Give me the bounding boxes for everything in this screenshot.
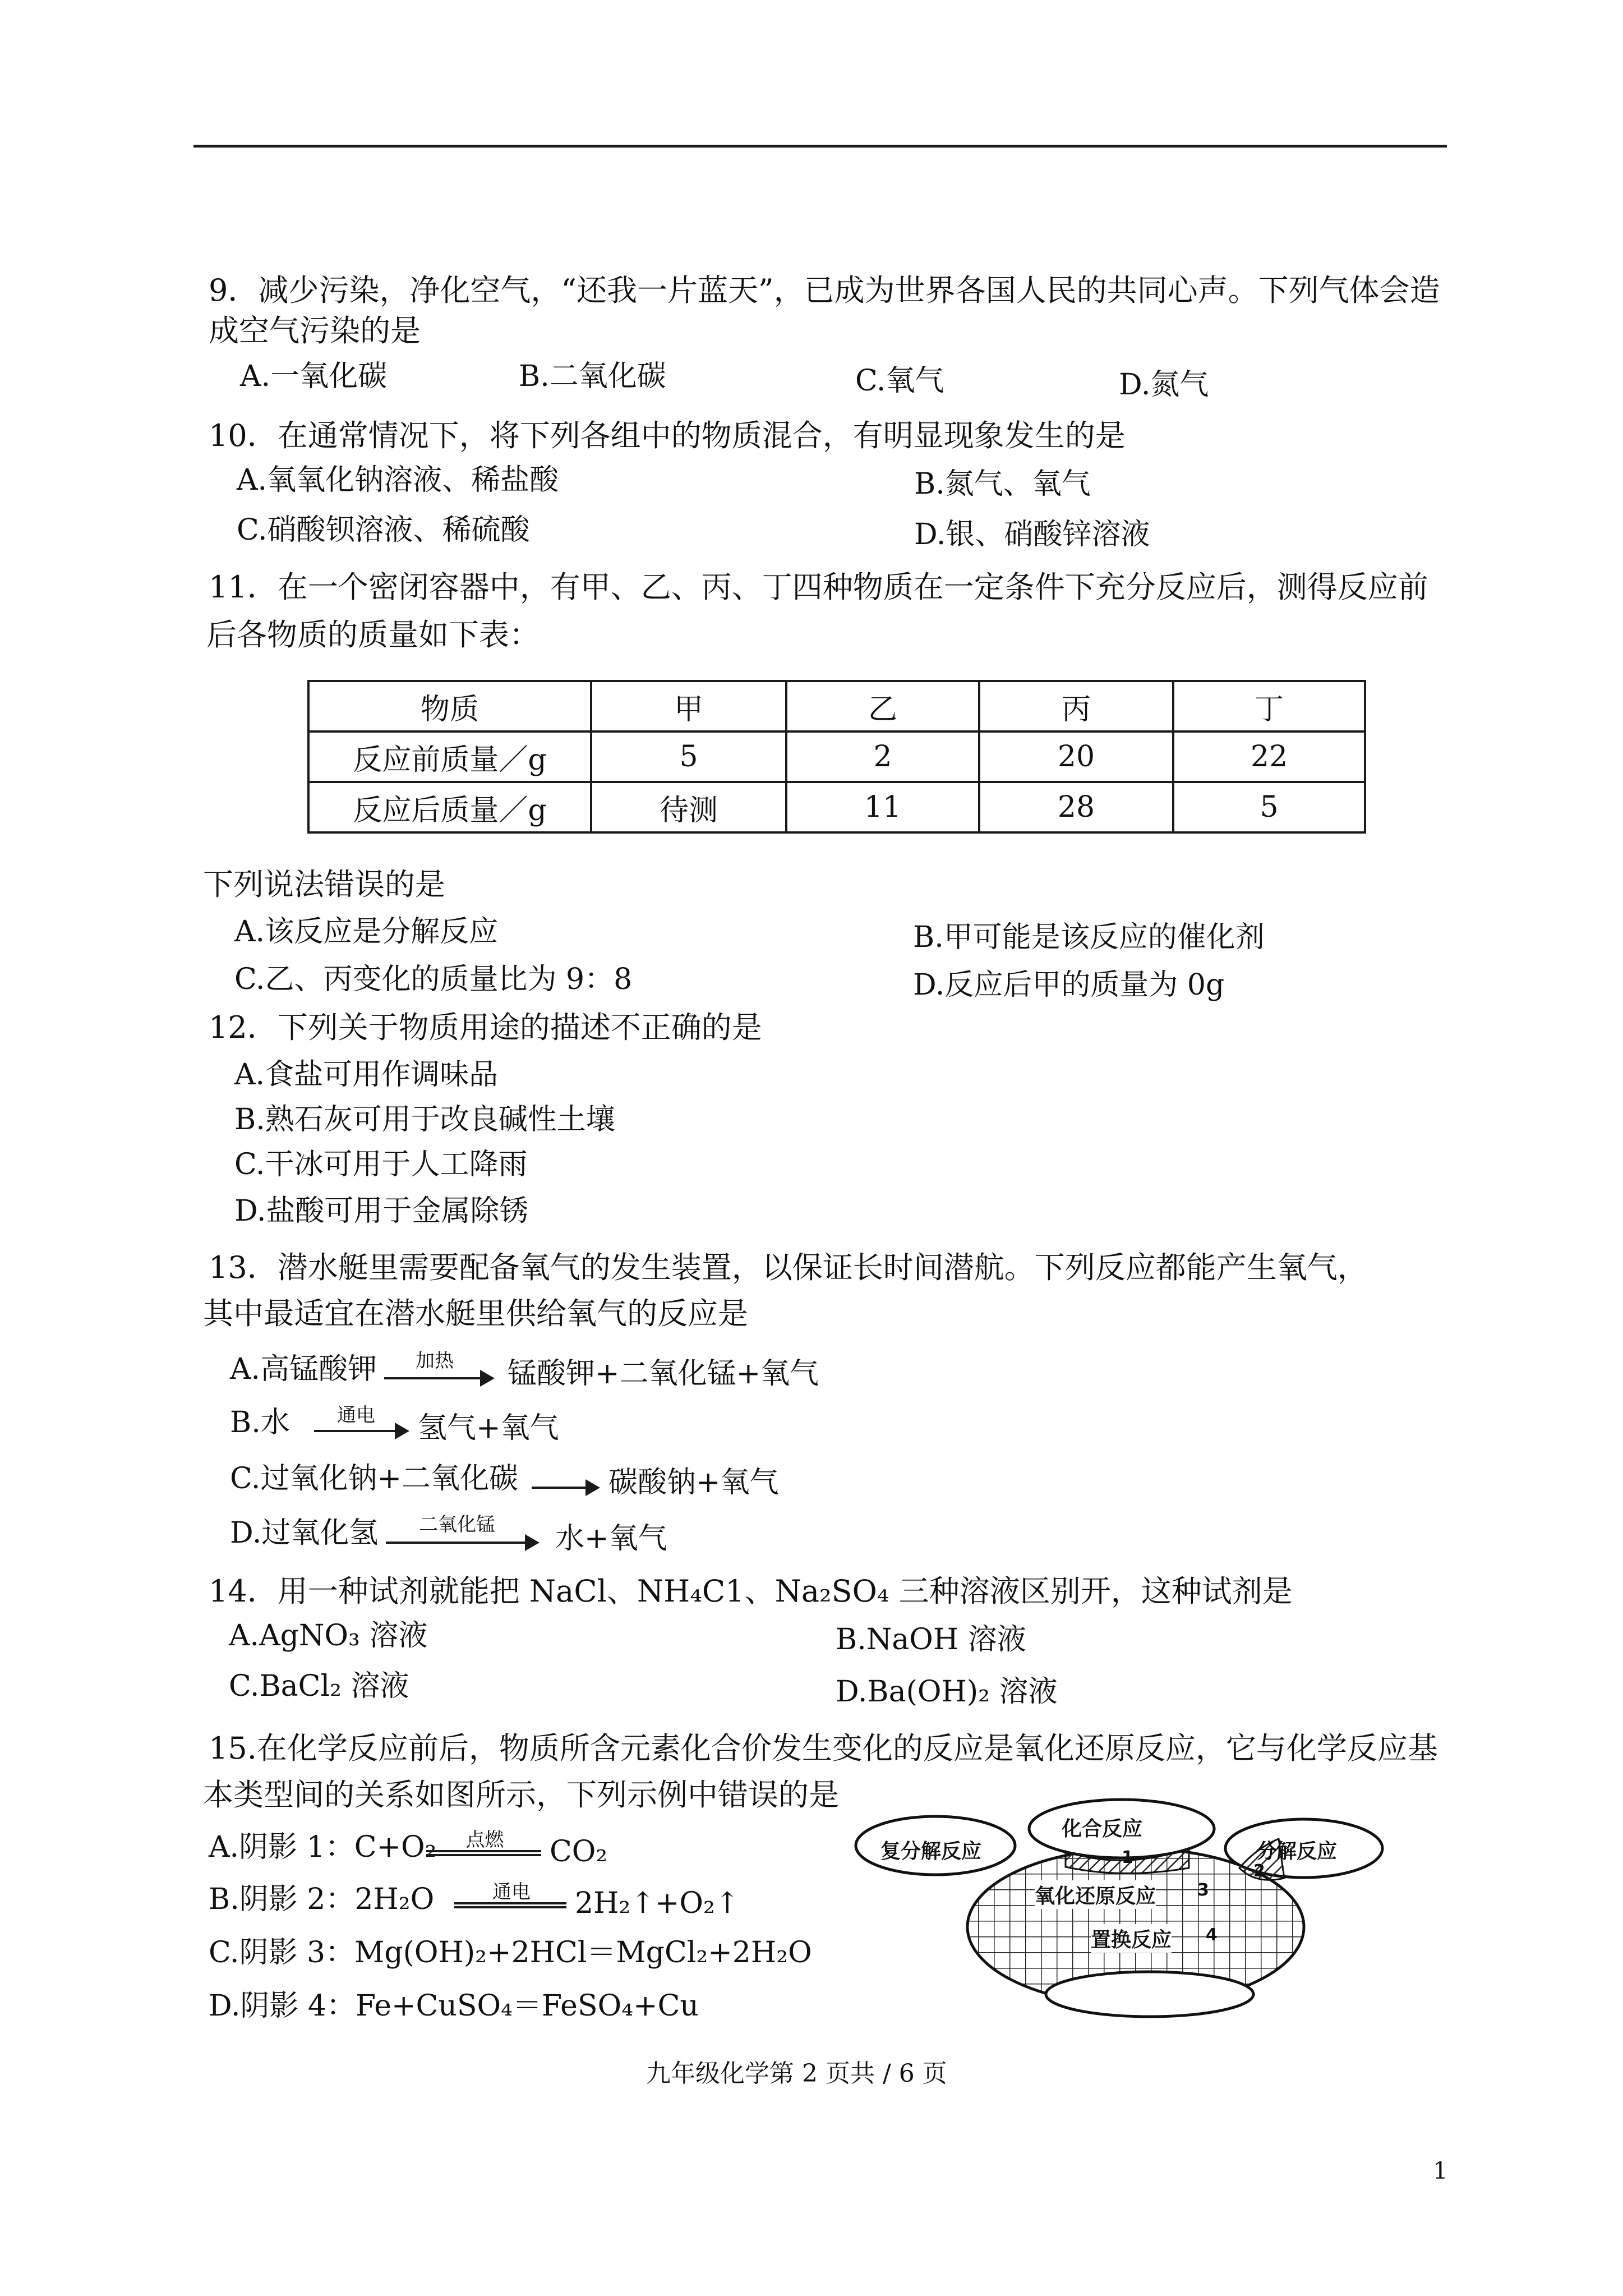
q14-option-a: A.AgNO₃ 溶液	[229, 1619, 428, 1653]
q10-line1: 10．在通常情况下，将下列各组中的物质混合，有明显现象发生的是	[209, 418, 1126, 453]
reaction-arrow	[314, 1430, 397, 1432]
table-header-cell: 物质	[308, 681, 591, 731]
q12-option-c: C.干冰可用于人工降雨	[234, 1148, 528, 1181]
q13-option-b-left: B.水	[230, 1406, 290, 1439]
q15-option-b-left: B.阴影 2：2H₂O	[209, 1883, 435, 1916]
table-cell: 11	[786, 782, 979, 832]
q13-option-c-right: 碳酸钠+氧气	[608, 1466, 779, 1499]
diagram-number-2: 2	[1253, 1861, 1265, 1881]
q10-option-a: A.氧氧化钠溶液、稀盐酸	[237, 463, 559, 497]
table-cell: 5	[1173, 782, 1365, 832]
q13-option-a-right: 锰酸钾+二氧化锰+氧气	[508, 1357, 819, 1391]
q14-option-b: B.NaOH 溶液	[836, 1623, 1026, 1657]
q15-option-a-left: A.阴影 1：C+O₂	[209, 1830, 437, 1864]
q13-line1: 13．潜水艇里需要配备氧气的发生装置，以保证长时间潜航。下列反应都能产生氧气，	[209, 1250, 1368, 1285]
q11-option-b: B.甲可能是该反应的催化剂	[913, 921, 1265, 954]
q11-option-d: D.反应后甲的质量为 0g	[913, 968, 1225, 1002]
q11-option-a: A.该反应是分解反应	[234, 915, 499, 949]
q15-option-b-right: 2H₂↑+O₂↑	[575, 1887, 740, 1920]
table-header-row	[308, 681, 1365, 731]
q13-option-b-condition: 通电	[337, 1404, 375, 1427]
header-rule	[193, 145, 1447, 148]
q15-option-d: D.阴影 4：Fe+CuSO₄＝FeSO₄+Cu	[209, 1989, 699, 2023]
q15-option-b-condition: 通电	[492, 1881, 531, 1903]
q15-option-a-right: CO₂	[550, 1835, 608, 1869]
q10-option-b: B.氮气、氧气	[914, 467, 1091, 501]
table-cell: 22	[1173, 731, 1365, 782]
table-header-cell: 丙	[979, 681, 1173, 731]
table-header-cell: 乙	[786, 681, 979, 731]
mass-table	[307, 680, 1366, 834]
q13-option-d-condition: 二氧化锰	[419, 1513, 495, 1536]
diagram-number-4: 4	[1206, 1925, 1218, 1945]
table-cell: 反应后质量／g	[308, 782, 591, 832]
q15-option-c: C.阴影 3：Mg(OH)₂+2HCl＝MgCl₂+2H₂O	[209, 1936, 812, 1970]
equals-sign	[454, 1902, 566, 1908]
q13-option-a-left: A.高锰酸钾	[230, 1352, 377, 1386]
q14-line1: 14．用一种试剂就能把 NaCl、NH₄C1、Na₂SO₄ 三种溶液区别开，这种试剂是	[209, 1573, 1293, 1609]
diagram-number-3: 3	[1197, 1880, 1209, 1900]
diagram-label-redox: 氧化还原反应	[1035, 1880, 1156, 1909]
q11-prompt: 下列说法错误的是	[203, 867, 445, 902]
q12-line1: 12．下列关于物质用途的描述不正确的是	[209, 1010, 762, 1045]
q9-option-a: A.一氧化碳	[240, 360, 388, 393]
q15-line1: 15.在化学反应前后，物质所含元素化合价发生变化的反应是氧化还原反应，它与化学反应基	[209, 1731, 1438, 1766]
q13-option-c-left: C.过氧化钠+二氧化碳	[230, 1462, 519, 1496]
q14-option-c: C.BaCl₂ 溶液	[229, 1669, 409, 1703]
q13-option-d-right: 水+氧气	[555, 1522, 667, 1556]
q11-option-c: C.乙、丙变化的质量比为 9：8	[234, 963, 633, 996]
q12-option-d: D.盐酸可用于金属除锈	[234, 1194, 529, 1228]
reaction-arrow	[532, 1487, 588, 1489]
displacement-ellipse	[1046, 1972, 1253, 2017]
q15-option-a-condition: 点燃	[465, 1829, 504, 1851]
q12-option-b: B.熟石灰可用于改良碱性土壤	[234, 1103, 615, 1137]
table-cell: 5	[591, 731, 786, 782]
q13-line2: 其中最适宜在潜水艇里供给氧气的反应是	[203, 1296, 748, 1331]
q9-line1: 9．减少污染，净化空气，“还我一片蓝天”，已成为世界各国人民的共同心声。下列气体会造	[209, 273, 1440, 308]
equals-sign	[426, 1850, 541, 1856]
table-cell: 待测	[591, 782, 786, 832]
q11-line2: 后各物质的质量如下表：	[206, 617, 540, 652]
page-footer: 九年级化学第 2 页共 / 6 页	[646, 2059, 947, 2088]
q11-line1: 11．在一个密闭容器中，有甲、乙、丙、丁四种物质在一定条件下充分反应后，测得反应前	[209, 569, 1428, 605]
reaction-arrow	[384, 1377, 482, 1379]
q9-line2: 成空气污染的是	[209, 313, 421, 348]
page-number: 1	[1433, 2157, 1448, 2184]
table-row	[308, 731, 1365, 782]
reaction-arrow	[386, 1542, 527, 1544]
table-cell: 28	[979, 782, 1173, 832]
q14-option-d: D.Ba(OH)₂ 溶液	[836, 1675, 1058, 1709]
q9-option-d: D.氮气	[1119, 368, 1209, 402]
q15-line2: 本类型间的关系如图所示，下列示例中错误的是	[203, 1777, 839, 1812]
q9-option-b: B.二氧化碳	[519, 360, 666, 393]
table-header-cell: 丁	[1173, 681, 1365, 731]
table-cell: 反应前质量／g	[308, 731, 591, 782]
table-header-cell: 甲	[591, 681, 786, 731]
table-row	[308, 782, 1365, 832]
table-cell: 20	[979, 731, 1173, 782]
diagram-number-1: 1	[1122, 1848, 1133, 1867]
diagram-label-double-decomposition: 复分解反应	[880, 1840, 982, 1863]
diagram-label-combination: 化合反应	[1062, 1818, 1143, 1841]
q13-option-b-right: 氢气+氧气	[418, 1411, 559, 1445]
q13-option-d-left: D.过氧化氢	[230, 1516, 379, 1550]
table-cell: 2	[786, 731, 979, 782]
diagram-label-displacement: 置换反应	[1091, 1924, 1172, 1953]
diagram-label-decomposition: 分解反应	[1256, 1840, 1338, 1863]
q13-option-a-condition: 加热	[416, 1350, 454, 1372]
q9-option-c: C.氧气	[855, 364, 944, 398]
q10-option-d: D.银、硝酸锌溶液	[914, 518, 1150, 551]
q12-option-a: A.食盐可用作调味品	[234, 1058, 499, 1092]
q10-option-c: C.硝酸钡溶液、稀硫酸	[237, 513, 530, 547]
